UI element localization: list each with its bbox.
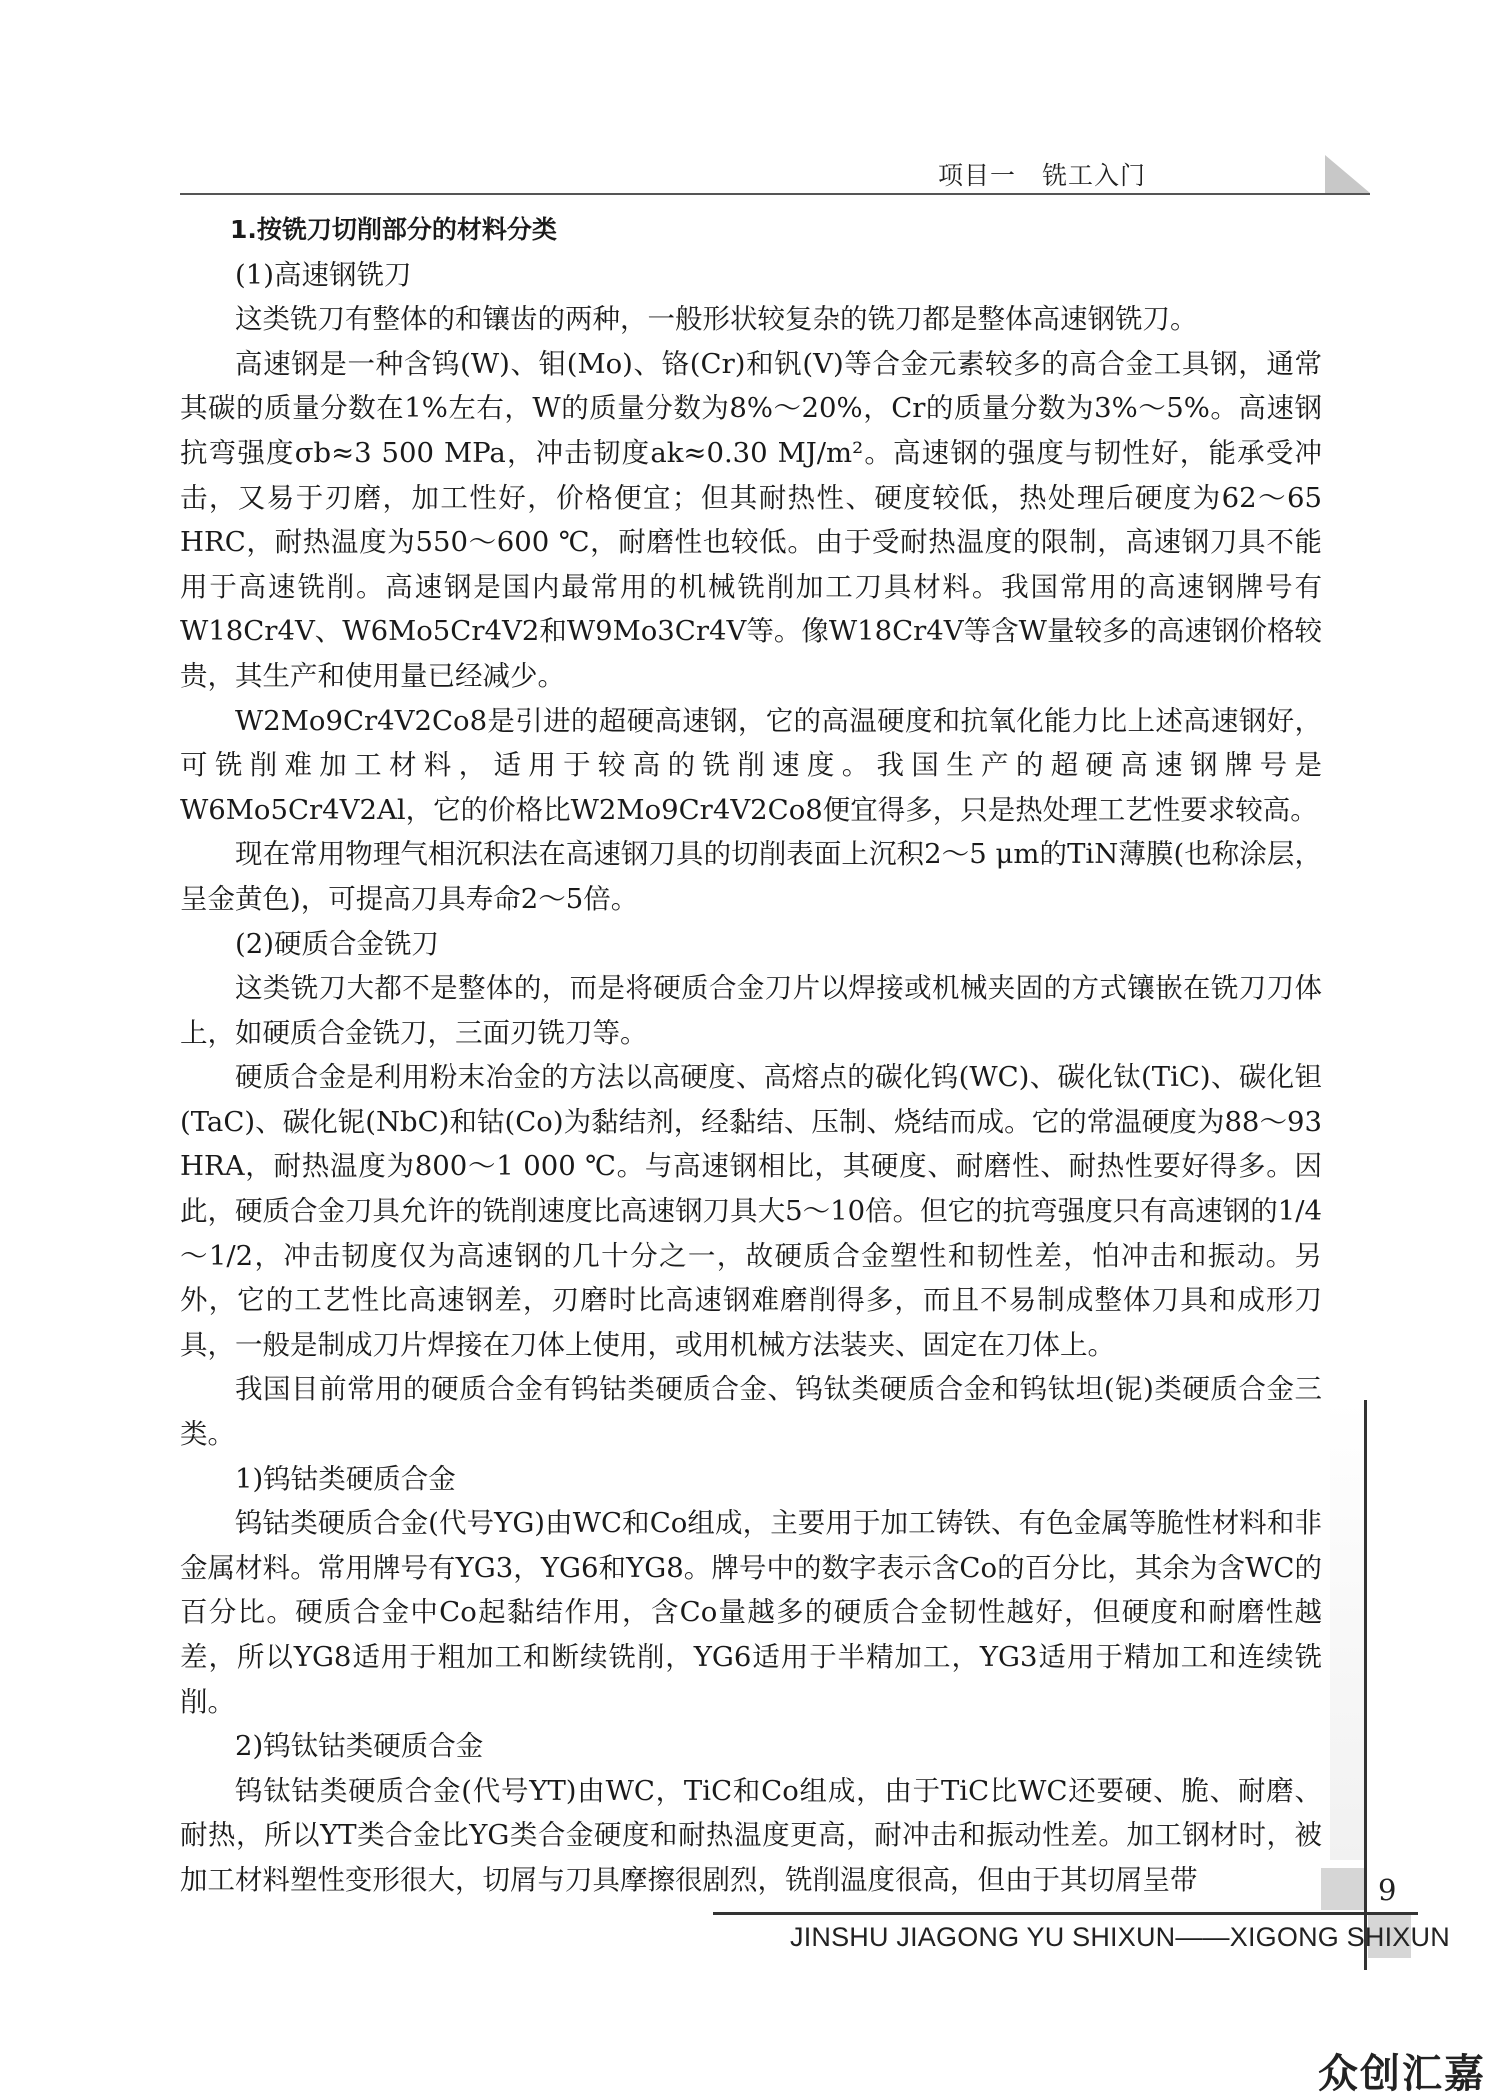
paragraph: 钨钴类硬质合金(代号YG)由WC和Co组成，主要用于加工铸铁、有色金属等脆性材料和非金属材料。常用牌号有YG3，YG6和YG8。牌号中的数字表示含Co的百分比，其余为含WC的百分比。硬质合金中Co起黏结作用，含Co量越多的硬质合金韧性越好，但硬度和耐磨性越差，所以YG8适用于粗加工和断续铣削，YG6适用于半精加工，YG3适用于精加工和连续铣削。 bbox=[180, 1507, 1322, 1718]
paragraph: 我国目前常用的硬质合金有钨钴类硬质合金、钨钛类硬质合金和钨钛坦(铌)类硬质合金三类。 bbox=[180, 1373, 1322, 1451]
header-rule bbox=[180, 193, 1370, 195]
paragraph: 这类铣刀有整体的和镶齿的两种，一般形状较复杂的铣刀都是整体高速钢铣刀。 bbox=[235, 303, 1198, 336]
subsection-title-carbide: (2)硬质合金铣刀 bbox=[235, 927, 439, 960]
subsection-title-yg: 1)钨钴类硬质合金 bbox=[235, 1462, 456, 1495]
page-number-box-decoration bbox=[1321, 1868, 1364, 1910]
header-wedge-decoration bbox=[1325, 155, 1370, 193]
paragraph: 钨钛钴类硬质合金(代号YT)由WC，TiC和Co组成，由于TiC比WC还要硬、脆、耐磨、耐热，所以YT类合金比YG类合金硬度和耐热温度更高，耐冲击和振动性差。加工钢材时，被加工材料塑性变形很大，切屑与刀具摩擦很剧烈，铣削温度很高，但由于其切屑呈带 bbox=[180, 1774, 1322, 1896]
section-heading: 1.按铣刀切削部分的材料分类 bbox=[230, 215, 557, 244]
footer-rule bbox=[713, 1912, 1418, 1915]
watermark-logo: 众创汇嘉 bbox=[1318, 2051, 1486, 2097]
subsection-title-yt: 2)钨钛钴类硬质合金 bbox=[235, 1730, 484, 1763]
running-header-title: 项目一 铣工入门 bbox=[938, 161, 1147, 190]
paragraph: W2Mo9Cr4V2Co8是引进的超硬高速钢，它的高温硬度和抗氧化能力比上述高速钢好，可铣削难加工材料，适用于较高的铣削速度。我国生产的超硬高速钢牌号是W6Mo5Cr4V2Al，它的价格比W2Mo9Cr4V2Co8便宜得多，只是热处理工艺性要求较高。 bbox=[180, 704, 1322, 826]
paragraph: 高速钢是一种含钨(W)、钼(Mo)、铬(Cr)和钒(V)等合金元素较多的高合金工具钢，通常其碳的质量分数在1%左右，W的质量分数为8%～20%，Cr的质量分数为3%～5%。高速钢抗弯强度σb≈3 500 MPa，冲击韧度ak≈0.30 MJ/m²。高速钢的强度与韧性好，能承受冲击，又易于刃磨，加工性好，价格便宜；但其耐热性、硬度较低，热处理后硬度为62～65 HRC，耐热温度为550～600 ℃，耐磨性也较低。由于受耐热温度的限制，高速钢刀具不能用于高速铣削。高速钢是国内最常用的机械铣削加工刀具材料。我国常用的高速钢牌号有W18Cr4V、W6Mo5Cr4V2和W9Mo3Cr4V等。像W18Cr4V等含W量较多的高速钢价格较贵，其生产和使用量已经减少。 bbox=[180, 347, 1322, 692]
margin-vertical-rule bbox=[1364, 1400, 1367, 1970]
paragraph: 这类铣刀大都不是整体的，而是将硬质合金刀片以焊接或机械夹固的方式镶嵌在铣刀刀体上，如硬质合金铣刀，三面刃铣刀等。 bbox=[180, 972, 1322, 1049]
margin-shade-decoration bbox=[1330, 1400, 1364, 1860]
footer-series-title: JINSHU JIAGONG YU SHIXUN——XIGONG SHIXUN bbox=[790, 1922, 1450, 1952]
subsection-title-hss: (1)高速钢铣刀 bbox=[235, 258, 412, 291]
paragraph: 硬质合金是利用粉末冶金的方法以高硬度、高熔点的碳化钨(WC)、碳化钛(TiC)、碳化钽(TaC)、碳化铌(NbC)和钴(Co)为黏结剂，经黏结、压制、烧结而成。它的常温硬度为88～93 HRA，耐热温度为800～1 000 ℃。与高速钢相比，其硬度、耐磨性、耐热性要好得多。因此，硬质合金刀具允许的铣削速度比高速钢刀具大5～10倍。但它的抗弯强度只有高速钢的1/4～1/2，冲击韧度仅为高速钢的几十分之一，故硬质合金塑性和韧性差，怕冲击和振动。另外，它的工艺性比高速钢差，刃磨时比高速钢难磨削得多，而且不易制成整体刀具和成形刀具，一般是制成刀片焊接在刀体上使用，或用机械方法装夹、固定在刀体上。 bbox=[180, 1061, 1322, 1361]
paragraph: 现在常用物理气相沉积法在高速钢刀具的切削表面上沉积2～5 μm的TiN薄膜(也称涂层，呈金黄色)，可提高刀具寿命2～5倍。 bbox=[180, 838, 1322, 915]
page-number: 9 bbox=[1378, 1873, 1397, 1907]
page-body bbox=[180, 208, 1322, 1903]
